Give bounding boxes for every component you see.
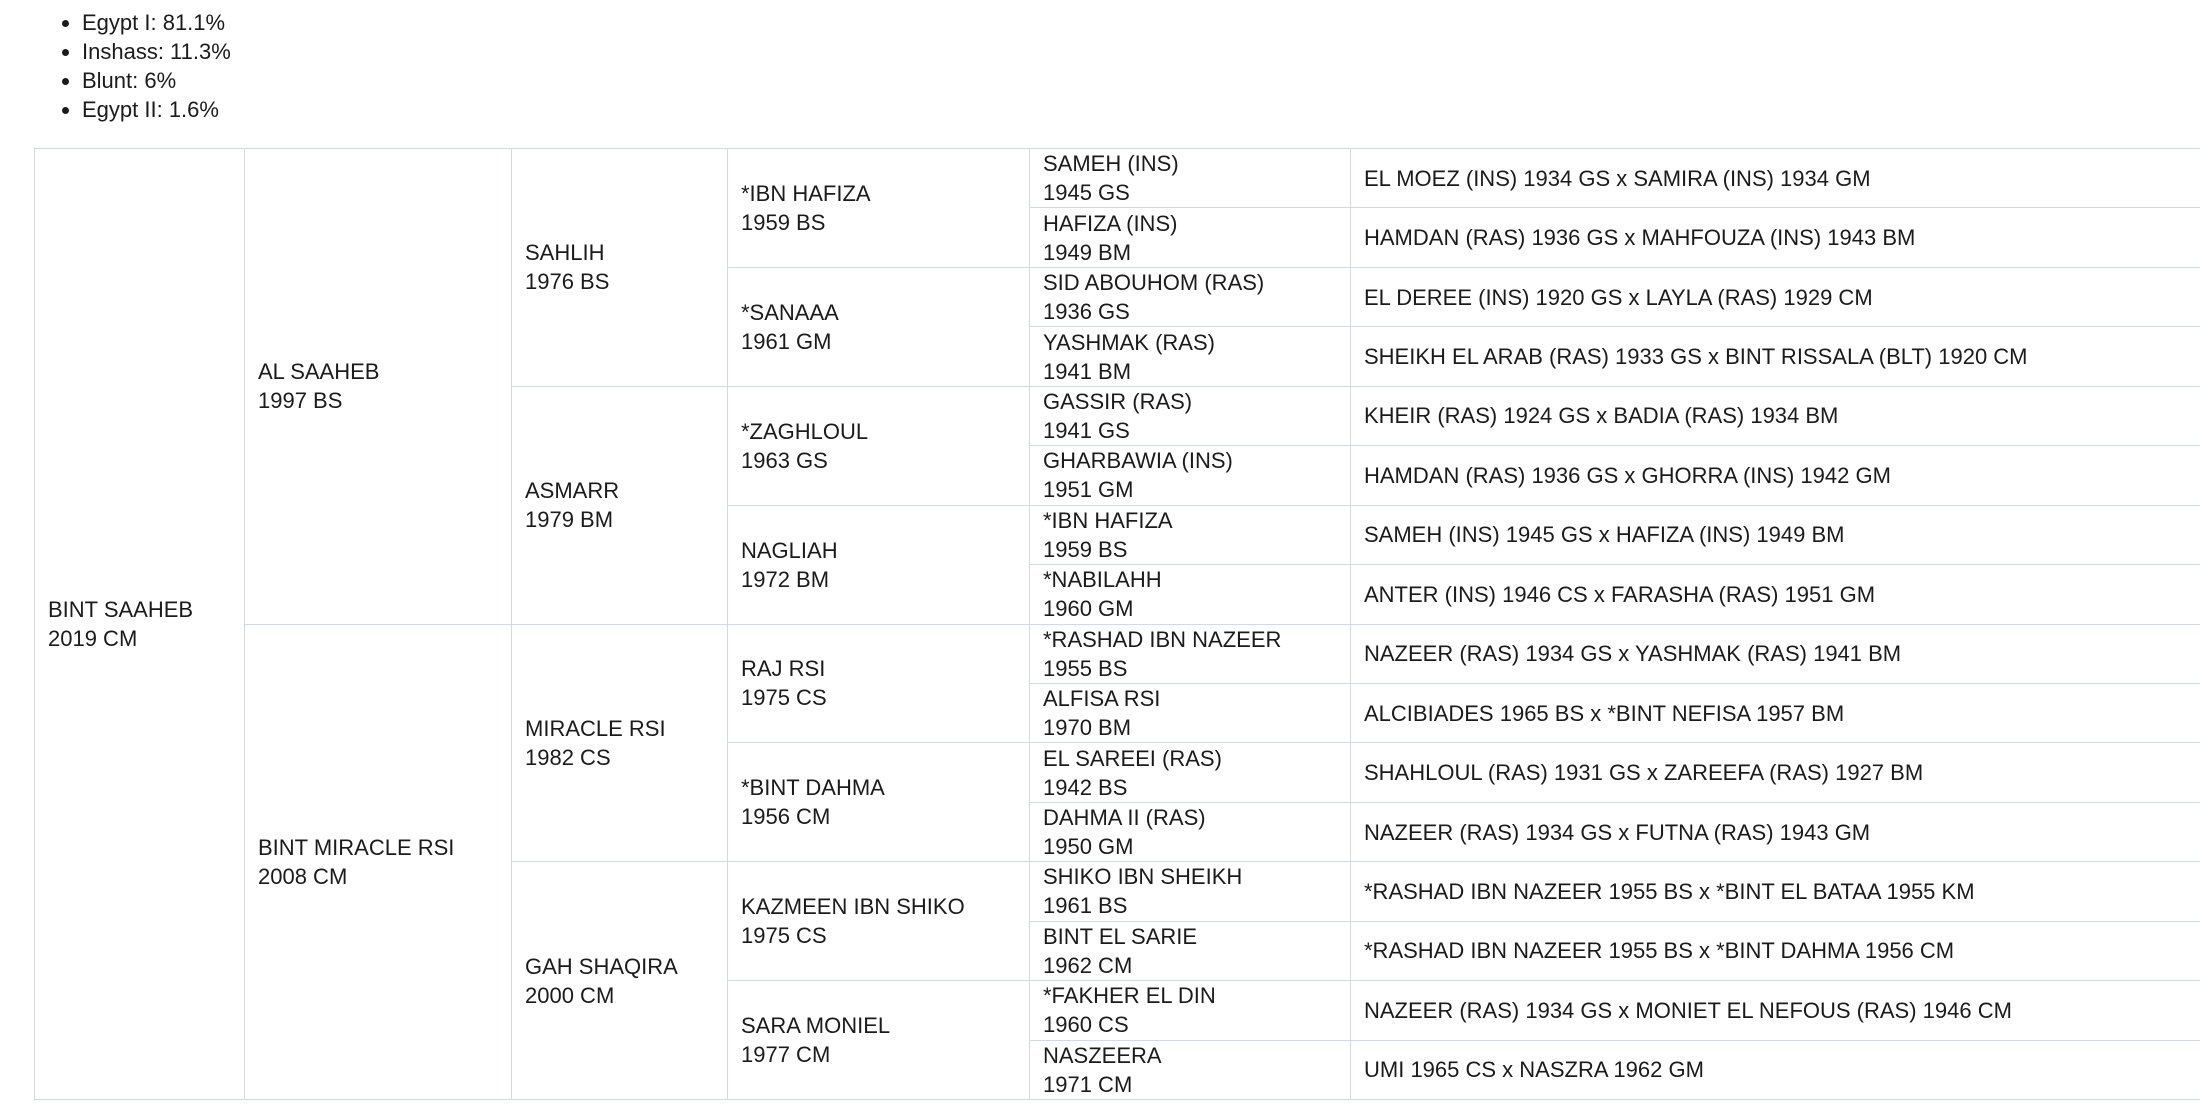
horse-name: *RASHAD IBN NAZEER — [1043, 626, 1282, 652]
horse-name: MIRACLE RSI — [525, 715, 666, 741]
horse-name: DAHMA II (RAS) — [1043, 805, 1206, 831]
horse-name: GAH SHAQIRA — [525, 953, 678, 979]
grandparent-cell — [512, 386, 728, 624]
gen5-parents-cell: UMI 1965 CS x NASZRA 1962 GM — [1351, 1040, 2200, 1099]
grandparent-cell — [512, 149, 728, 387]
gen4-ancestor-cell — [1030, 149, 1351, 208]
gen5-parents-cell: NAZEER (RAS) 1934 GS x FUTNA (RAS) 1943 GM — [1351, 802, 2200, 861]
gen4-ancestor-cell — [1030, 565, 1351, 624]
horse-detail: 1997 BS — [258, 388, 343, 414]
horse-detail: 1960 GM — [1043, 596, 1134, 622]
gen5-parents-cell: ALCIBIADES 1965 BS x *BINT NEFISA 1957 BM — [1351, 683, 2200, 742]
breakdown-item: • Egypt II: 1.6% — [82, 95, 231, 124]
horse-name: *BINT DAHMA — [741, 775, 885, 801]
gen5-parents-cell: EL MOEZ (INS) 1934 GS x SAMIRA (INS) 1934 GM — [1351, 149, 2200, 208]
horse-name: *IBN HAFIZA — [741, 180, 871, 206]
horse-detail: 1955 BS — [1043, 655, 1128, 681]
gen4-ancestor-cell — [1030, 802, 1351, 861]
horse-detail: 2019 CM — [48, 626, 138, 651]
horse-detail: 1942 BS — [1043, 774, 1128, 800]
gen4-ancestor-cell — [1030, 386, 1351, 445]
gen4-ancestor-cell — [1030, 267, 1351, 326]
horse-detail: 1945 GS — [1043, 180, 1130, 206]
horse-name: *SANAAA — [741, 299, 839, 325]
horse-name: ALFISA RSI — [1043, 686, 1161, 712]
horse-detail: 1941 BM — [1043, 358, 1132, 384]
gen5-parents-cell: SAMEH (INS) 1945 GS x HAFIZA (INS) 1949 BM — [1351, 505, 2200, 564]
parent-cell — [245, 624, 512, 1100]
horse-name: ASMARR — [525, 478, 620, 504]
gen5-parents-cell: KHEIR (RAS) 1924 GS x BADIA (RAS) 1934 BM — [1351, 386, 2200, 445]
gen4-ancestor-cell — [1030, 981, 1351, 1040]
pedigree-body — [35, 149, 2200, 1100]
horse-detail: 1976 BS — [525, 269, 610, 295]
gen4-ancestor-cell — [1030, 327, 1351, 386]
horse-detail: 1977 CM — [741, 1042, 831, 1068]
bloodline-breakdown-list — [40, 8, 231, 124]
breakdown-item: • Egypt I: 81.1% — [82, 8, 231, 37]
great-grandparent-cell — [728, 267, 1030, 386]
horse-name: *IBN HAFIZA — [1043, 507, 1173, 533]
horse-name: BINT EL SARIE — [1043, 923, 1198, 949]
pedigree-row — [35, 624, 2200, 683]
horse-name: BINT MIRACLE RSI — [258, 834, 455, 860]
great-grandparent-cell — [728, 386, 1030, 505]
horse-name: GASSIR (RAS) — [1043, 388, 1193, 414]
breakdown-item: • Blunt: 6% — [82, 66, 231, 95]
horse-detail: 1941 GS — [1043, 417, 1130, 443]
horse-detail: 1963 GS — [741, 447, 828, 473]
gen5-parents-cell: ANTER (INS) 1946 CS x FARASHA (RAS) 1951 GM — [1351, 565, 2200, 624]
gen4-ancestor-cell — [1030, 683, 1351, 742]
gen5-parents-cell: NAZEER (RAS) 1934 GS x YASHMAK (RAS) 1941 BM — [1351, 624, 2200, 683]
horse-name: NAGLIAH — [741, 537, 838, 563]
horse-name: *NABILAHH — [1043, 567, 1162, 593]
horse-name: SAHLIH — [525, 240, 605, 266]
gen4-ancestor-cell — [1030, 446, 1351, 505]
horse-detail: 1970 BM — [1043, 715, 1132, 741]
horse-detail: 1975 CS — [741, 685, 827, 711]
horse-name: EL SAREEI (RAS) — [1043, 745, 1222, 771]
horse-detail: 1979 BM — [525, 507, 614, 533]
gen5-parents-cell: EL DEREE (INS) 1920 GS x LAYLA (RAS) 1929 CM — [1351, 267, 2200, 326]
great-grandparent-cell — [728, 743, 1030, 862]
horse-name: YASHMAK (RAS) — [1043, 329, 1215, 355]
gen4-ancestor-cell — [1030, 921, 1351, 980]
horse-detail: 1949 BM — [1043, 239, 1132, 265]
great-grandparent-cell — [728, 981, 1030, 1100]
horse-name: AL SAAHEB — [258, 359, 380, 385]
horse-detail: 1960 CS — [1043, 1012, 1129, 1038]
grandparent-cell — [512, 624, 728, 862]
horse-detail: 1975 CS — [741, 923, 827, 949]
horse-detail: 1959 BS — [1043, 536, 1128, 562]
horse-name: NASZEERA — [1043, 1042, 1162, 1068]
horse-detail: 1936 GS — [1043, 299, 1130, 325]
gen5-parents-cell: *RASHAD IBN NAZEER 1955 BS x *BINT DAHMA 1956 CM — [1351, 921, 2200, 980]
horse-name: SAMEH (INS) — [1043, 151, 1179, 177]
horse-detail: 1950 GM — [1043, 834, 1134, 860]
subject-horse-cell — [35, 149, 245, 1100]
horse-name: KAZMEEN IBN SHIKO — [741, 894, 965, 920]
breakdown-item: • Inshass: 11.3% — [82, 37, 231, 66]
great-grandparent-cell — [728, 149, 1030, 268]
pedigree-table — [34, 148, 2200, 1100]
gen5-parents-cell: NAZEER (RAS) 1934 GS x MONIET EL NEFOUS (RAS) 1946 CM — [1351, 981, 2200, 1040]
horse-detail: 1959 BS — [741, 209, 826, 235]
pedigree-row — [35, 149, 2200, 208]
horse-name: BINT SAAHEB — [48, 597, 194, 622]
horse-name: *ZAGHLOUL — [741, 418, 869, 444]
great-grandparent-cell — [728, 862, 1030, 981]
horse-name: *FAKHER EL DIN — [1043, 983, 1216, 1009]
gen4-ancestor-cell — [1030, 505, 1351, 564]
gen4-ancestor-cell — [1030, 624, 1351, 683]
gen5-parents-cell: SHAHLOUL (RAS) 1931 GS x ZAREEFA (RAS) 1927 BM — [1351, 743, 2200, 802]
great-grandparent-cell — [728, 505, 1030, 624]
gen5-parents-cell: SHEIKH EL ARAB (RAS) 1933 GS x BINT RISSALA (BLT) 1920 CM — [1351, 327, 2200, 386]
horse-detail: 1951 GM — [1043, 477, 1134, 503]
horse-name: GHARBAWIA (INS) — [1043, 448, 1233, 474]
gen5-parents-cell: HAMDAN (RAS) 1936 GS x GHORRA (INS) 1942 GM — [1351, 446, 2200, 505]
horse-name: SID ABOUHOM (RAS) — [1043, 270, 1265, 296]
horse-detail: 1972 BM — [741, 566, 830, 592]
horse-detail: 1961 BS — [1043, 893, 1128, 919]
gen4-ancestor-cell — [1030, 1040, 1351, 1099]
horse-name: SARA MONIEL — [741, 1013, 891, 1039]
grandparent-cell — [512, 862, 728, 1100]
gen5-parents-cell: HAMDAN (RAS) 1936 GS x MAHFOUZA (INS) 1943 BM — [1351, 208, 2200, 267]
great-grandparent-cell — [728, 624, 1030, 743]
horse-name: RAJ RSI — [741, 656, 826, 682]
gen4-ancestor-cell — [1030, 862, 1351, 921]
horse-name: HAFIZA (INS) — [1043, 210, 1178, 236]
horse-detail: 1956 CM — [741, 804, 831, 830]
horse-detail: 1962 CM — [1043, 952, 1133, 978]
horse-detail: 2000 CM — [525, 982, 615, 1008]
gen4-ancestor-cell — [1030, 208, 1351, 267]
gen5-parents-cell: *RASHAD IBN NAZEER 1955 BS x *BINT EL BATAA 1955 KM — [1351, 862, 2200, 921]
horse-detail: 1982 CS — [525, 744, 611, 770]
horse-detail: 1961 GM — [741, 328, 832, 354]
parent-cell — [245, 149, 512, 625]
horse-name: SHIKO IBN SHEIKH — [1043, 864, 1243, 890]
gen4-ancestor-cell — [1030, 743, 1351, 802]
horse-detail: 1971 CM — [1043, 1071, 1133, 1097]
horse-detail: 2008 CM — [258, 863, 348, 889]
